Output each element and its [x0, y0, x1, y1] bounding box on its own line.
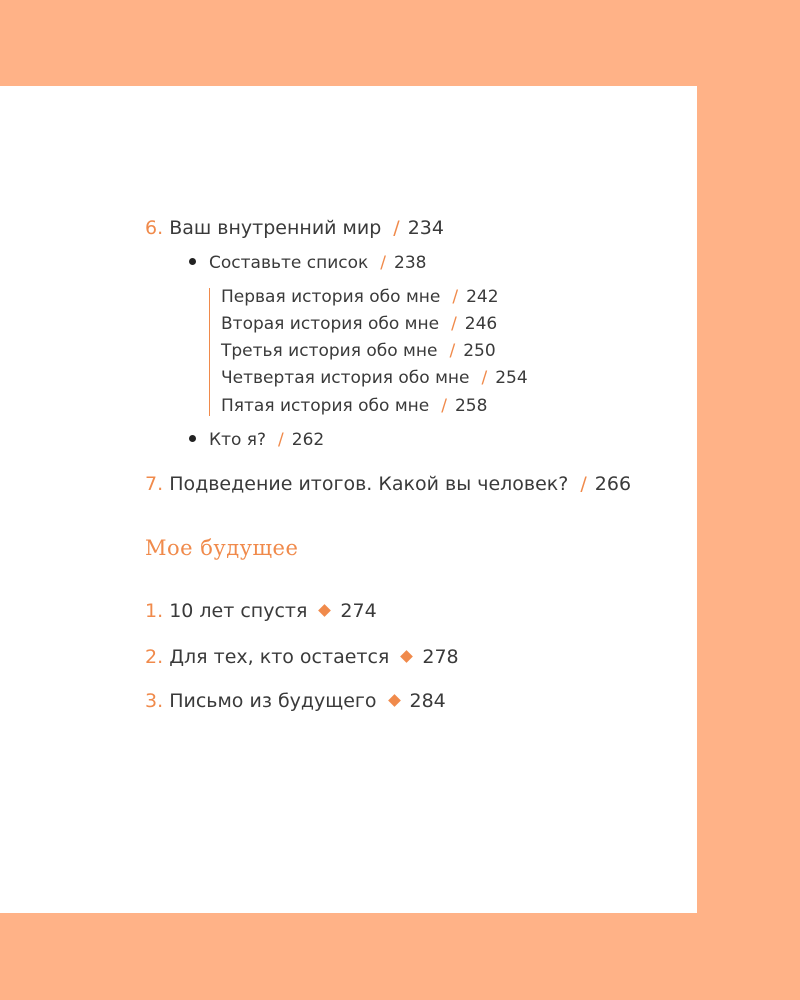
chapter-number: 7.: [145, 473, 164, 495]
diamond-icon: [319, 604, 332, 617]
story-title: Первая история обо мне: [221, 287, 441, 307]
page-number: 284: [409, 690, 446, 712]
page-number: 234: [407, 217, 444, 239]
slash-separator: /: [481, 368, 488, 388]
slash-separator: /: [393, 217, 400, 239]
page-number: 250: [463, 341, 496, 361]
page-number: 246: [464, 314, 498, 334]
story-title: Четвертая история обо мне: [221, 368, 470, 388]
diamond-icon: [388, 694, 401, 707]
toc-story[interactable]: [221, 395, 487, 417]
toc-story[interactable]: [221, 313, 497, 335]
bullet-icon: [189, 258, 196, 265]
page: [0, 86, 697, 913]
page-number: 242: [466, 287, 499, 307]
story-list-divider: [209, 288, 210, 416]
toc-story[interactable]: [221, 340, 496, 362]
chapter-title: Подведение итогов. Какой вы человек?: [169, 473, 569, 495]
page-number: 238: [394, 253, 427, 273]
chapter-number: 3.: [145, 690, 164, 712]
chapter-number: 6.: [145, 217, 164, 239]
slash-separator: /: [452, 287, 459, 307]
chapter-number: 1.: [145, 600, 164, 622]
item-title: Составьте список: [209, 253, 369, 273]
toc-chapter-6[interactable]: [145, 216, 444, 240]
toc-future-3[interactable]: [145, 689, 446, 713]
section-title: Мое будущее: [145, 536, 299, 560]
toc-future-2[interactable]: [145, 645, 459, 669]
item-title: Кто я?: [209, 430, 267, 450]
chapter-title: 10 лет спустя: [169, 600, 308, 622]
toc-story[interactable]: [221, 286, 499, 308]
chapter-title: Ваш внутренний мир: [169, 217, 382, 239]
toc-story[interactable]: [221, 367, 528, 389]
slash-separator: /: [449, 341, 456, 361]
story-title: Третья история обо мне: [221, 341, 438, 361]
slash-separator: /: [580, 473, 587, 495]
chapter-title: Для тех, кто остается: [169, 646, 390, 668]
slash-separator: /: [451, 314, 457, 334]
page-number: 254: [495, 368, 528, 388]
story-title: Пятая история обо мне: [221, 396, 430, 416]
page-number: 258: [454, 396, 488, 416]
toc-item-list[interactable]: [189, 252, 426, 274]
chapter-title: Письмо из будущего: [169, 690, 377, 712]
slash-separator: /: [380, 253, 387, 273]
slash-separator: /: [278, 430, 284, 450]
chapter-number: 2.: [145, 646, 164, 668]
toc-item-who[interactable]: [189, 429, 324, 451]
page-number: 266: [594, 473, 632, 495]
story-title: Вторая история обо мне: [221, 314, 440, 334]
slash-separator: /: [441, 396, 447, 416]
page-number: 274: [340, 600, 377, 622]
bullet-icon: [189, 435, 196, 442]
diamond-icon: [400, 650, 413, 663]
page-number: 262: [291, 430, 325, 450]
toc-chapter-7[interactable]: [145, 472, 631, 496]
page-number: 278: [422, 646, 459, 668]
toc-future-1[interactable]: [145, 599, 377, 623]
